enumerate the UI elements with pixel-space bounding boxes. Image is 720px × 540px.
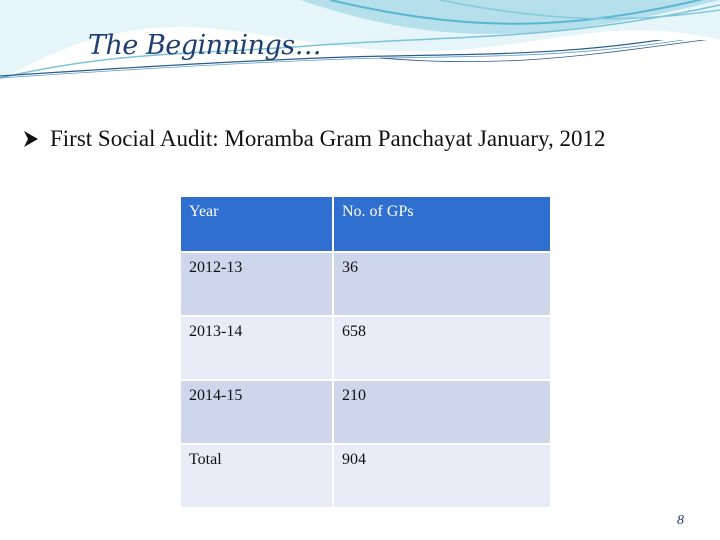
- bullet-item: [22, 126, 606, 152]
- bullet-text: First Social Audit: Moramba Gram Panchayat January, 2012: [50, 126, 606, 151]
- table-row: [180, 316, 551, 380]
- page-number: 8: [677, 513, 684, 528]
- cell-gps: 210: [333, 380, 551, 444]
- cell-gps: 904: [333, 444, 551, 508]
- cell-year: 2014-15: [180, 380, 333, 444]
- table-header-row: [180, 196, 551, 252]
- slide-title: The Beginnings…: [88, 30, 322, 61]
- table-row: [180, 380, 551, 444]
- column-header-gps: No. of GPs: [333, 196, 551, 252]
- table-row: [180, 444, 551, 508]
- cell-year: Total: [180, 444, 333, 508]
- cell-year: 2013-14: [180, 316, 333, 380]
- cell-year: 2012-13: [180, 252, 333, 316]
- column-header-year: Year: [180, 196, 333, 252]
- arrowhead-bullet-icon: [22, 129, 40, 149]
- gp-audit-table: [179, 195, 552, 509]
- table-row: [180, 252, 551, 316]
- cell-gps: 658: [333, 316, 551, 380]
- cell-gps: 36: [333, 252, 551, 316]
